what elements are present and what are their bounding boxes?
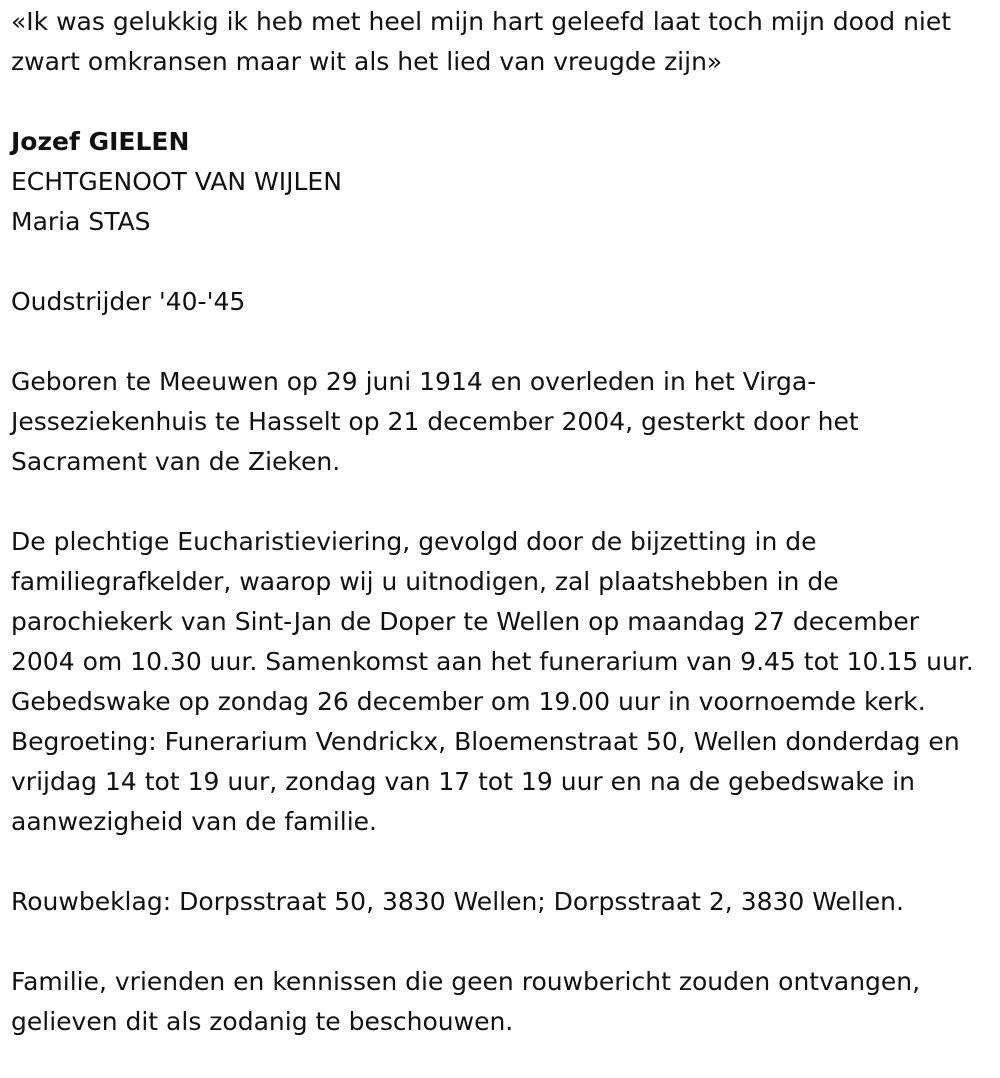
- relation-text: ECHTGENOOT VAN WIJLEN: [11, 167, 342, 196]
- veteran-title: Oudstrijder '40-'45: [11, 287, 246, 316]
- deceased-name: Jozef GIELEN: [11, 127, 190, 156]
- quote-text: «Ik was gelukkig ik heb met heel mijn hart geleefd laat toch mijn dood niet zwart omkransen maar wit als het lied van vreugde zijn»: [11, 7, 952, 76]
- condolences-address: Rouwbeklag: Dorpsstraat 50, 3830 Wellen; Dorpsstraat 2, 3830 Wellen.: [11, 887, 904, 916]
- birth-death-paragraph: Geboren te Meeuwen op 29 juni 1914 en overleden in het Virga-Jesseziekenhuis te Hasselt op 21 december 2004, gesterkt door het Sacrament van de Zieken.: [11, 367, 859, 476]
- ceremony-paragraph: De plechtige Eucharistieviering, gevolgd door de bijzetting in de familiegrafkelder, waarop wij u uitnodigen, zal plaatshebben in de parochiekerk van Sint-Jan de Doper te Wellen op maandag 27 december 2004 om 10.30 uur. Samenkomst aan het funerarium van 9.45 tot 10.15 uur. Gebedswake op zondag 26 december om 19.00 uur in voornoemde kerk. Begroeting: Funerarium Vendrickx, Bloemenstraat 50, Wellen donderdag en vrijdag 14 tot 19 uur, zondag van 17 tot 19 uur en na de gebedswake in aanwezigheid van de familie.: [11, 527, 974, 836]
- notice-paragraph: Familie, vrienden en kennissen die geen rouwbericht zouden ontvangen, gelieven dit als zodanig te beschouwen.: [11, 967, 921, 1036]
- spouse-name: Maria STAS: [11, 207, 151, 236]
